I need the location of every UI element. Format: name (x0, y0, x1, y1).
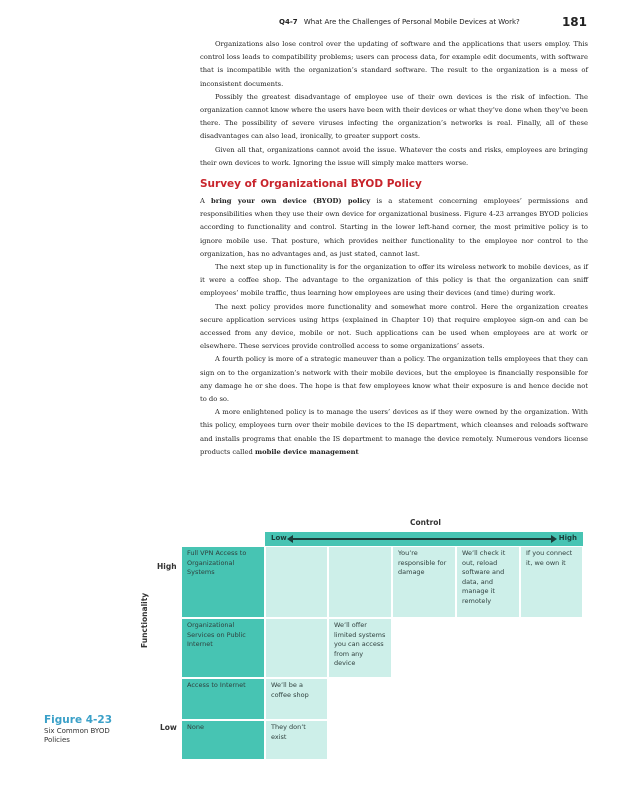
grid-cell-manage-remotely: We’ll check it out, reload software and data, and manage it remotely (456, 546, 520, 618)
grid-cell-dont-exist: They don’t exist (265, 720, 328, 760)
running-header (279, 15, 587, 32)
policy-grid (181, 530, 583, 766)
paragraph-7: A fourth policy is more of a strategic maneuver than a policy. The organization tells employees that they can sign on to the organization’s network with their mobile devices, but the employee is financially responsible for any damage he or she does. The hope is that few employees know what their exposure is and hence decide not to do so. (200, 355, 588, 404)
grid-cell (392, 618, 456, 678)
grid-cell (520, 720, 583, 760)
grid-cell (456, 678, 520, 720)
control-axis-label: Control (410, 518, 442, 527)
grid-cell (520, 618, 583, 678)
figure-byod-policies (0, 518, 625, 800)
grid-cell (456, 720, 520, 760)
grid-cell (520, 678, 583, 720)
figure-title: Figure 4-23 (44, 714, 112, 726)
grid-cell-coffee-shop: We’ll be a coffee shop (265, 678, 328, 720)
grid-cell-responsible: You’re responsible for damage (392, 546, 456, 618)
paragraph-8 (200, 406, 588, 459)
functionality-low-label: Low (160, 723, 177, 732)
byod-policy-term: bring your own device (BYOD) policy (211, 197, 371, 206)
row-label-full-vpn: Full VPN Access to Organizational Systems (181, 546, 265, 618)
paragraph-5: The next step up in functionality is for the organization to offer its wireless network to mobile devices, as if it were a coffee shop. The advantage to the organization of this policy is that the organization can sniff employees’ mobile traffic, thus learning how employees are using their devices (and time) during work. (200, 263, 588, 298)
paragraph-4 (200, 195, 588, 261)
grid-cell-we-own-it: If you connect it, we own it (520, 546, 583, 618)
grid-cell (265, 618, 328, 678)
control-high-label: High (558, 534, 577, 542)
grid-cell (392, 720, 456, 760)
row-label-none: None (181, 720, 265, 760)
control-arrow-icon (292, 538, 552, 540)
paragraph-4-post: is a statement concerning employees’ permissions and responsibilities when they use their own device for organizational business. Figure 4-23 arranges BYOD policies according to functionality and control. Starting in the lower left-hand corner, the most primitive policy is to ignore mobile use. That posture, which provides neither functionality to the employee nor control to the organization, has no advantages and, as just stated, cannot last. (200, 197, 588, 258)
header-title: What Are the Challenges of Personal Mobile Devices at Work? (303, 18, 520, 26)
row-label-org-services: Organizational Services on Public Internet (181, 618, 265, 678)
body-text (200, 38, 588, 459)
functionality-axis-label: Functionality (140, 592, 149, 648)
section-heading: Survey of Organizational BYOD Policy (200, 178, 422, 191)
paragraph-1: Organizations also lose control over the updating of software and the applications that users employ. This control loss leads to compatibility problems; users can process data, for example edit documents, with software that is incompatible with the organization’s standard software. The result to the organization is a mess of inconsistent documents. (200, 40, 588, 88)
row-label-internet-access: Access to Internet (181, 678, 265, 720)
control-scale-bar (265, 532, 583, 546)
grid-cell (328, 546, 392, 618)
mdm-term: mobile device management (254, 447, 359, 456)
grid-cell (392, 678, 456, 720)
page-number: 181 (561, 15, 587, 29)
grid-cell (265, 546, 328, 618)
paragraph-4-pre: A (200, 197, 212, 206)
paragraph-2: Possibly the greatest disadvantage of employee use of their own devices is the risk of infection. The organization cannot know where the users have been with their devices or what they’ve done when they’ve been there. The possibility of severe viruses infecting the organization’s networks is real. Finally, all of these disadvantages can also lead, ironically, to greater support costs. (200, 92, 588, 141)
paragraph-6: The next policy provides more functionality and somewhat more control. Here the organization creates secure application services using https (explained in Chapter 10) that require employee sign-on and can be accessed from any device, mobile or not. Such applications can be used when employees are at work or elsewhere. These services provide controlled access to some organizations’ assets. (200, 302, 588, 351)
grid-cell (328, 720, 392, 760)
grid-cell-limited-systems: We’ll offer limited systems you can access from any device (328, 618, 392, 678)
control-low-label: Low (271, 534, 287, 542)
paragraph-3: Given all that, organizations cannot avoid the issue. Whatever the costs and risks, employees are bringing their own devices to work. Ignoring the issue will simply make matters worse. (200, 145, 588, 167)
header-section: Q4-7 (279, 18, 298, 26)
grid-cell (456, 618, 520, 678)
figure-caption: Six Common BYOD Policies (44, 727, 110, 744)
paragraph-8-pre: A more enlightened policy is to manage the users’ devices as if they were owned by the organization. With this policy, employees turn over their mobile devices to the IS department, which cleanses and reloads software and installs programs that enable the IS department to manage the device remotely. Numerous vendors license products called (200, 408, 588, 456)
grid-cell (328, 678, 392, 720)
functionality-high-label: High (157, 562, 177, 571)
